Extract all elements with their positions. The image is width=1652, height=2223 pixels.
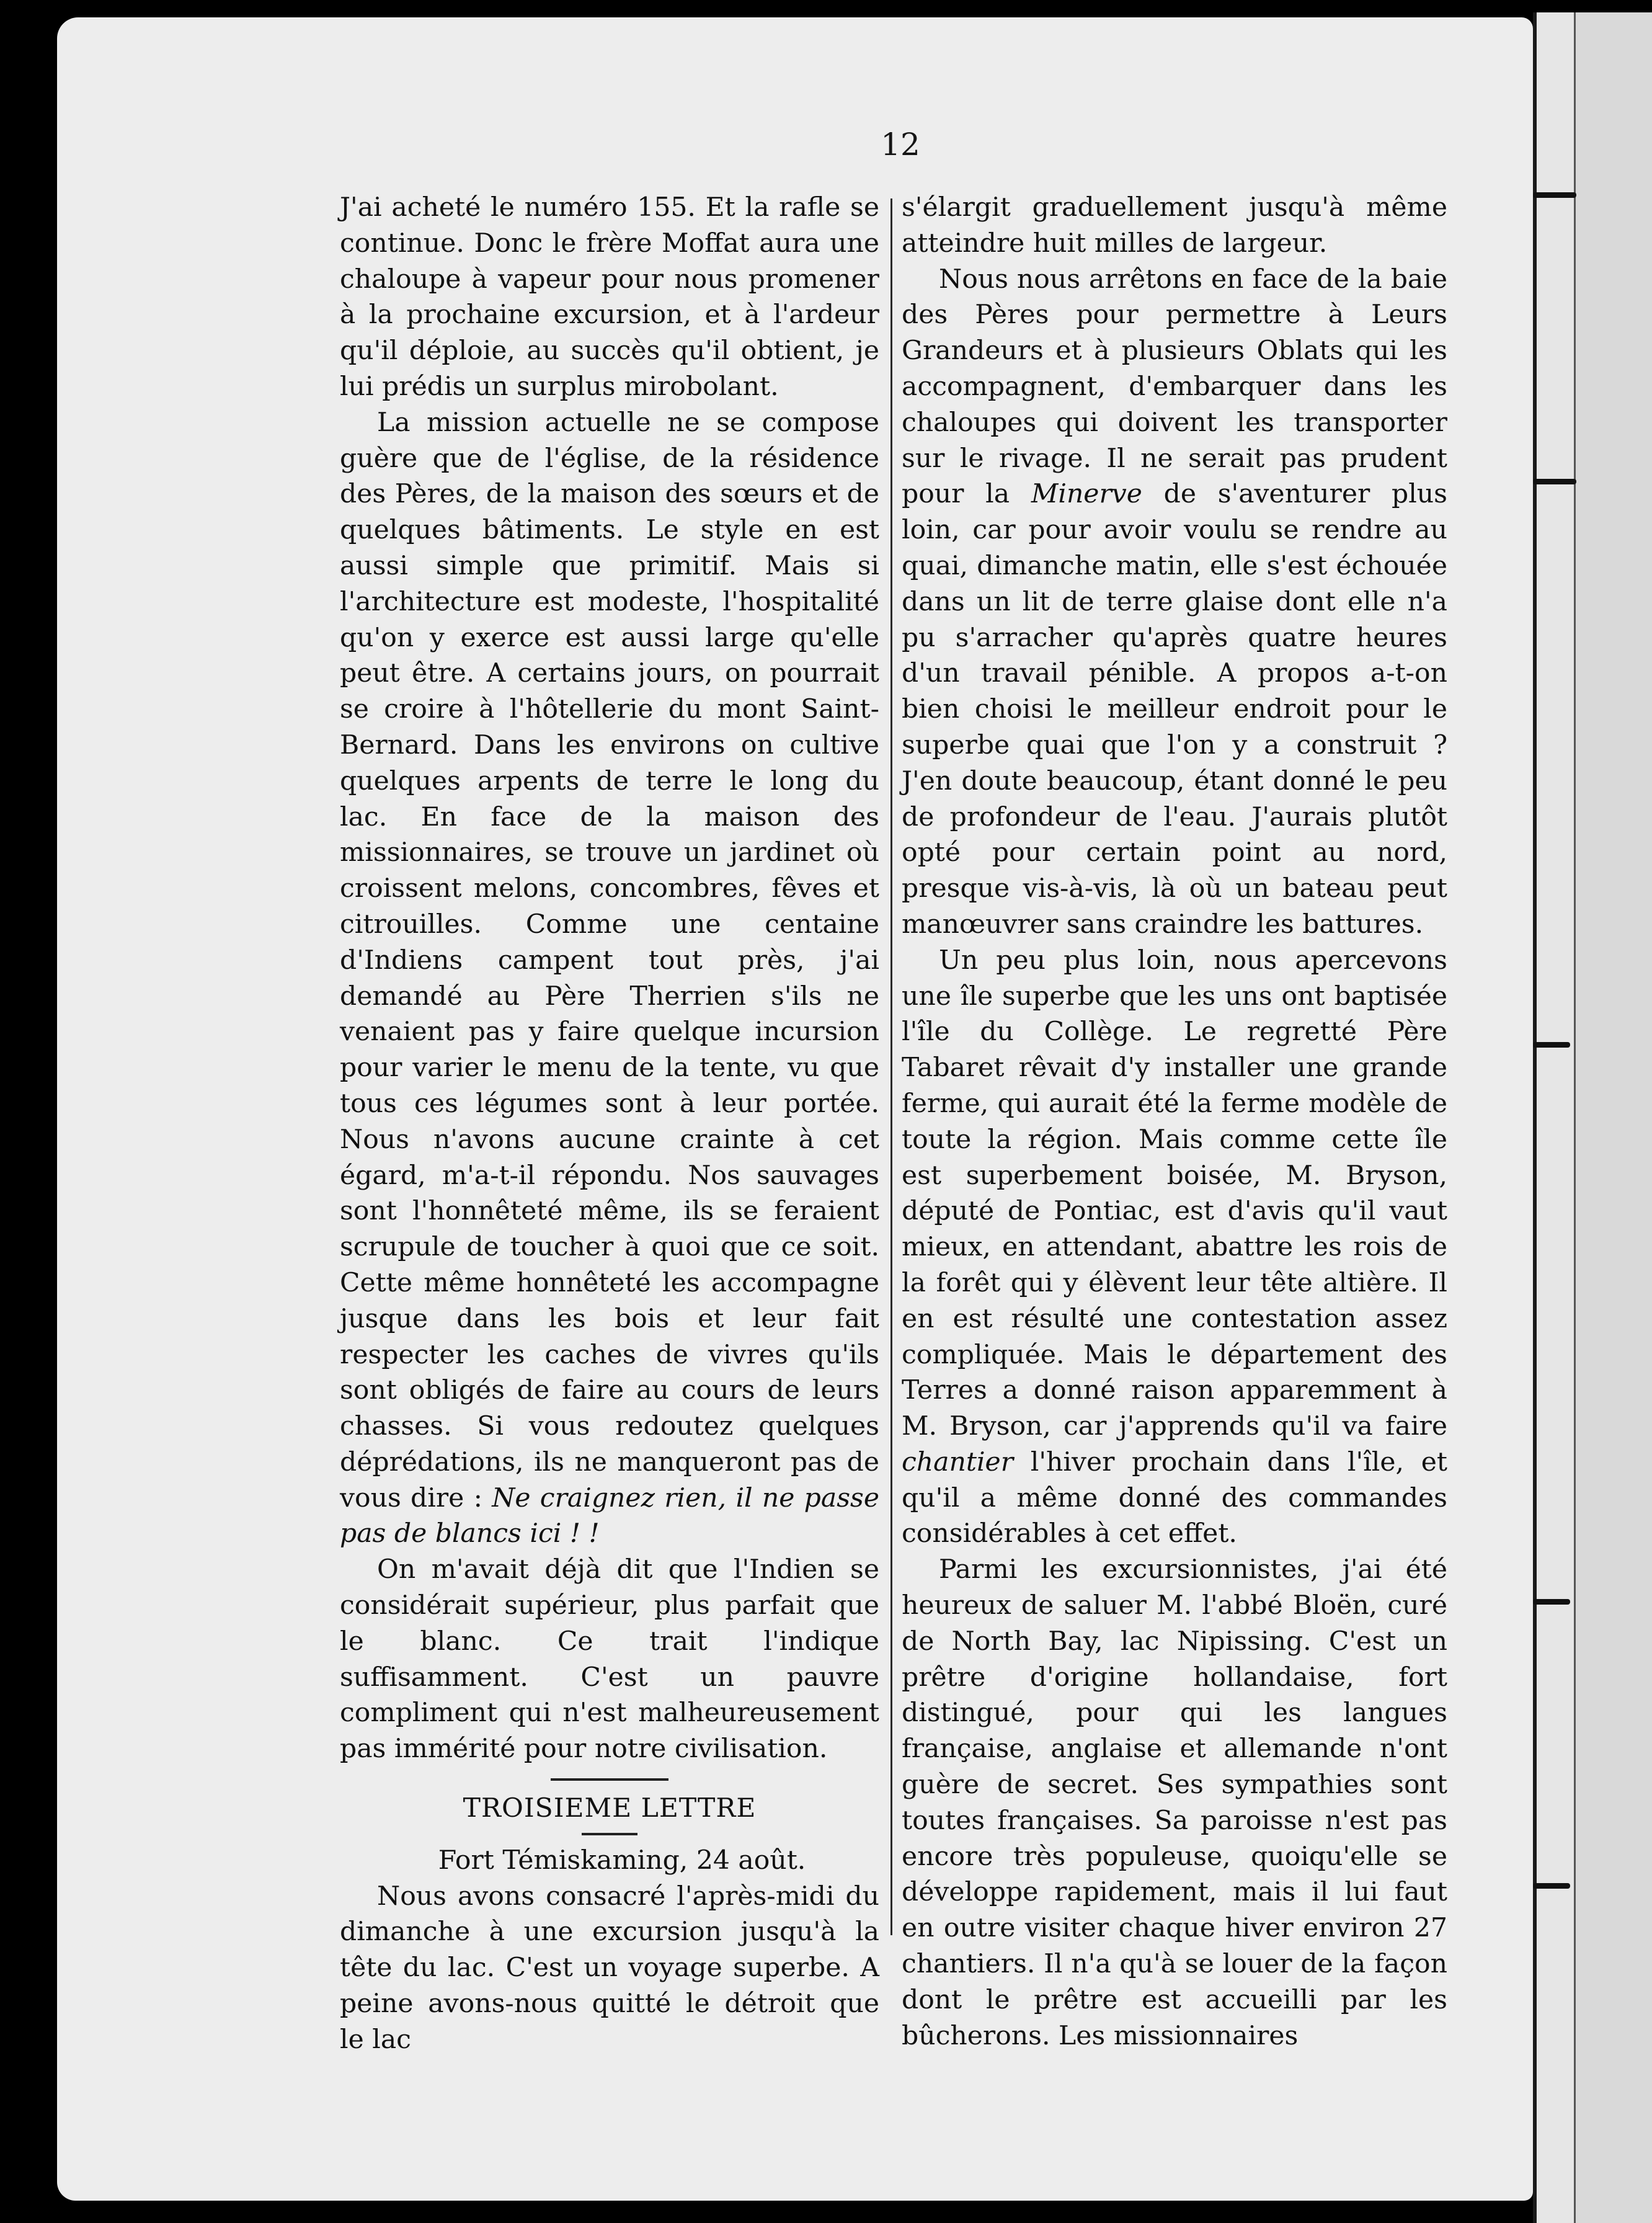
left-paragraph-2 xyxy=(340,405,879,1553)
right-paragraph-4: Parmi les excursionnistes, j'ai été heureux de saluer M. l'abbé Bloën, curé de North Bay, lac Nipissing. C'est un prêtre d'origine hollandaise, fort distingué, pour qui les langues française, anglaise et allemande n'ont guère de secret. Ses sympathies sont toutes françaises. Sa paroisse n'est pas encore très populeuse, quoiqu'elle se développe rapidement, mais il lui faut en outre visiter chaque hiver environ 27 chantiers. Il n'a qu'à se louer de la façon dont le prêtre est accueilli par les bûcherons. Les missionnaires xyxy=(902,1554,1447,2051)
right-paragraph-3-text-a: Un peu plus loin, nous apercevons une île superbe que les uns ont baptisée l'île du Collège. Le regretté Père Tabaret rêvait d'y installer une grande ferme, qui aurait été la ferme modèle de toute la région. Mais comme cette île est superbement boisée, M. Bryson, député de Pontiac, est d'avis qu'il vaut mieux, en attendant, abattre les rois de la forêt qui y élèvent leur tête altière. Il en est résulté une contestation assez compliquée. Mais le département des Terres a donné raison apparemment à M. Bryson, car j'apprends qu'il va faire xyxy=(902,945,1447,1442)
binding-mark xyxy=(1533,479,1576,484)
right-paragraph-3 xyxy=(902,943,1447,1553)
left-paragraph-4: Nous avons consacré l'après-midi du dimanche à une excursion jusqu'à la tête du lac. C'est un voyage superbe. A peine avons-nous quitté le détroit que le lac xyxy=(340,1881,879,2055)
binding-mark xyxy=(1533,1599,1570,1605)
left-paragraph-3: On m'avait déjà dit que l'Indien se considérait supérieur, plus parfait que le blanc. Ce trait l'indique suffisamment. C'est un pauvre compliment qui n'est malheureusement pas immérité pour notre civilisation. xyxy=(340,1554,879,1765)
binding-mark xyxy=(1533,1883,1570,1889)
left-column xyxy=(340,190,879,2058)
right-paragraph-2-text-a: Nous nous arrêtons en face de la baie des Pères pour permettre à Leurs Grandeurs et à plusieurs Oblats qui les accompagnent, d'embarquer dans les chaloupes qui doivent les transporter sur le rivage. Il ne serait pas prudent pour la xyxy=(902,264,1447,510)
right-paragraph-3-text-b: l'hiver prochain dans l'île, et qu'il a même donné des commandes considérables à cet effet. xyxy=(902,1446,1447,1549)
left-paragraph-1: J'ai acheté le numéro 155. Et la rafle se continue. Donc le frère Moffat aura une chaloupe à vapeur pour nous promener à la prochaine excursion, et à l'ardeur qu'il déploie, au succès qu'il obtient, je lui prédis un surplus mirobolant. xyxy=(340,192,879,402)
heading-rule xyxy=(582,1833,637,1835)
right-column xyxy=(902,190,1447,2054)
scanned-page xyxy=(57,17,1533,2201)
adjacent-page-edge xyxy=(1533,12,1652,2223)
column-divider xyxy=(890,198,892,1935)
section-rule xyxy=(551,1778,668,1781)
right-paragraph-2 xyxy=(902,262,1447,943)
italic-word: chantier xyxy=(902,1446,1014,1477)
ship-name: Minerve xyxy=(1031,479,1142,510)
binding-mark xyxy=(1533,192,1576,198)
binding-mark xyxy=(1533,1042,1570,1048)
page-gutter xyxy=(1537,12,1576,2223)
right-paragraph-2-text-b: de s'aventurer plus loin, car pour avoir voulu se rendre au quai, dimanche matin, elle s'est échouée dans un lit de terre glaise dont elle n'a pu s'arracher qu'après quatre heures d'un travail pénible. A propos a-t-on bien choisi le meilleur endroit pour le superbe quai que l'on y a construit ? J'en doute beaucoup, étant donné le peu de profondeur de l'eau. J'aurais plutôt opté pour certain point au nord, presque vis-à-vis, là où un bateau peut manœuvrer sans craindre les battures. xyxy=(902,479,1447,940)
left-paragraph-2-text: La mission actuelle ne se compose guère que de l'église, de la résidence des Pères, de la maison des sœurs et de quelques bâtiments. Le style en est aussi simple que primitif. Mais si l'architecture est modeste, l'hospitalité qu'on y exerce est aussi large qu'elle peut être. A certains jours, on pourrait se croire à l'hôtellerie du mont Saint-Bernard. Dans les environs on cultive quelques arpents de terre le long du lac. En face de la maison des missionnaires, se trouve un jardinet où croissent melons, concombres, fêves et citrouilles. Comme une centaine d'Indiens campent tout près, j'ai demandé au Père Therrien s'ils ne venaient pas y faire quelque incursion pour varier le menu de la tente, vu que tous ces légumes sont à leur portée. Nous n'avons aucune crainte à cet égard, m'a-t-il répondu. Nos sauvages sont l'honnêteté même, ils se feraient scrupule de toucher à quoi que ce soit. Cette même honnêteté les accompagne jusque dans les bois et leur fait respecter les caches de vivres qu'ils sont obligés de faire au cours de leurs chasses. Si vous redoutez quelques déprédations, ils ne manqueront pas de vous dire : xyxy=(340,407,879,1513)
left-paragraph-2-quote: Ne craignez rien, il ne passe pas de blancs ici ! ! xyxy=(340,1482,879,1549)
dateline: Fort Témiskaming, 24 août. xyxy=(438,1845,806,1876)
section-heading: TROISIEME LETTRE xyxy=(463,1793,757,1824)
page-number: 12 xyxy=(881,127,920,163)
right-paragraph-1: s'élargit graduellement jusqu'à même atteindre huit milles de largeur. xyxy=(902,192,1447,259)
